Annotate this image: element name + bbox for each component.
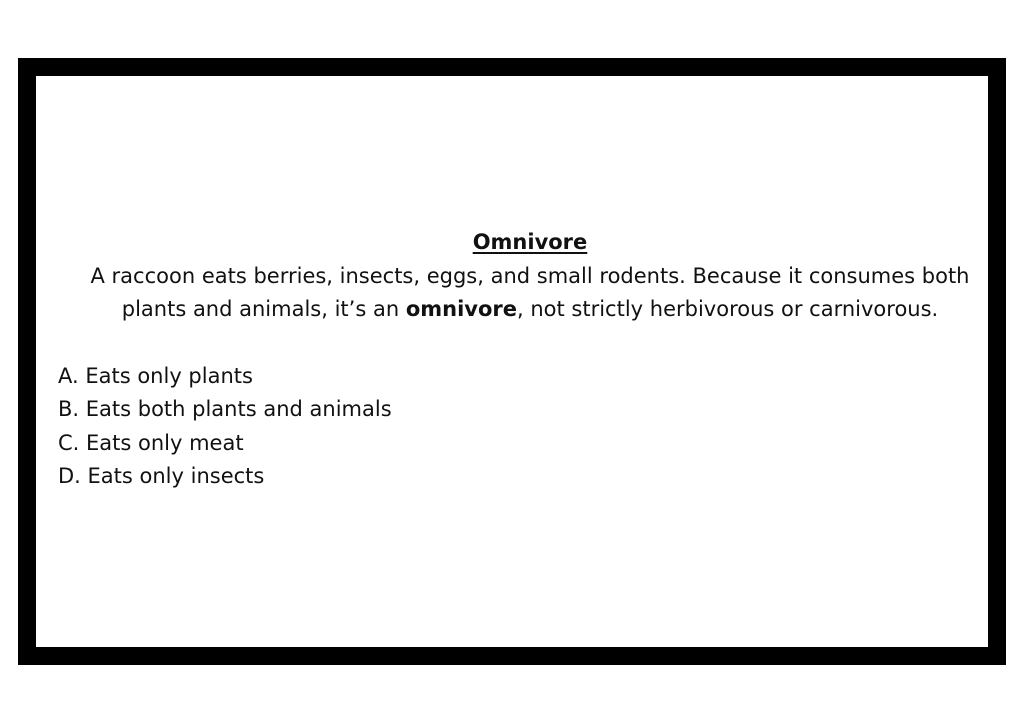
choice-d[interactable]: D. Eats only insects — [58, 464, 265, 488]
choice-a[interactable]: A. Eats only plants — [58, 363, 253, 388]
flashcard-frame — [18, 58, 1006, 665]
definition-text — [54, 260, 1006, 327]
term-title: Omnivore — [472, 230, 588, 254]
choice-c[interactable]: C. Eats only meat — [58, 430, 244, 455]
answer-choices — [54, 360, 1006, 494]
definition-before: A raccoon eats berries, insects, eggs, and small rodents. Because it consumes both plants and animals, it’s an — [90, 263, 970, 321]
definition-emphasis: omnivore — [405, 297, 517, 321]
choice-b[interactable]: B. Eats both plants and animals — [58, 397, 392, 421]
definition-after: , not strictly herbivorous or carnivorous. — [517, 297, 939, 321]
flashcard-content — [54, 226, 1006, 494]
